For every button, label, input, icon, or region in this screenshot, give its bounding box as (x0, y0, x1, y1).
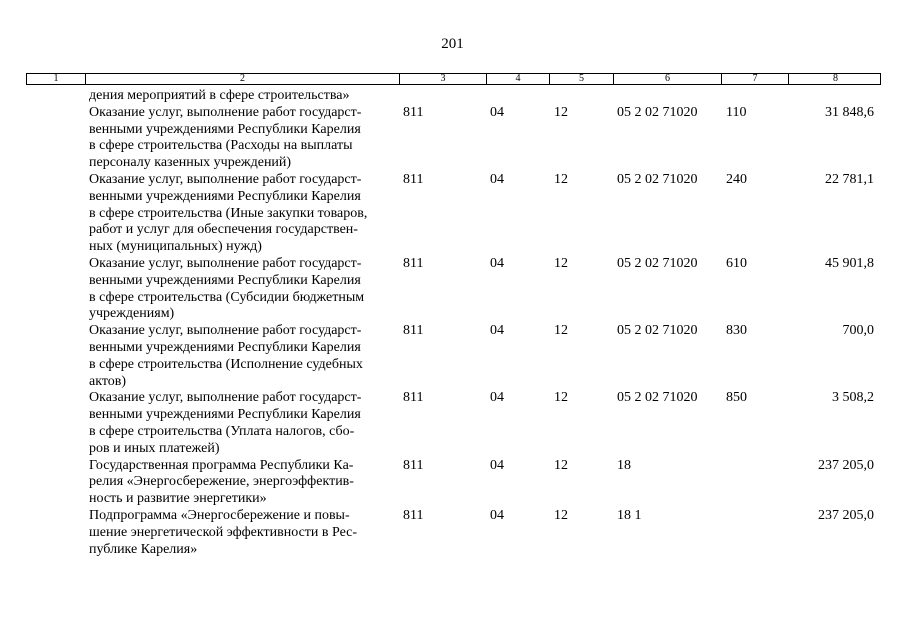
subsection-code-cell: 12 (554, 390, 568, 406)
expense-name-cell: Государственная программа Республики Ка- релия «Энергосбережение, энергоэффектив- ность и развитие энергетики» (89, 457, 354, 507)
admin-code-cell: 811 (403, 255, 424, 271)
column-number: 4 (486, 74, 549, 84)
table-row (26, 323, 881, 390)
row-number-cell (26, 508, 84, 558)
expense-type-cell: 610 (726, 255, 747, 271)
expense-type-cell: 830 (726, 323, 747, 339)
amount-cell: 700,0 (842, 323, 874, 339)
expense-name-cell: Оказание услуг, выполнение работ государст- венными учреждениями Республики Карелия в сфере строительства (Субсидии бюджетным учреждениям) (89, 255, 365, 322)
amount-cell: 31 848,6 (825, 104, 874, 120)
section-code-cell: 04 (490, 507, 504, 523)
budget-table (26, 88, 881, 558)
admin-code-cell: 811 (403, 390, 424, 406)
subsection-code-cell: 12 (554, 171, 568, 187)
amount-cell: 45 901,8 (825, 255, 874, 271)
subsection-code-cell: 12 (554, 323, 568, 339)
target-article-cell (612, 88, 720, 105)
row-number-cell (26, 256, 84, 323)
expense-type-cell (720, 508, 787, 558)
column-number: 6 (613, 74, 721, 84)
target-article-cell: 18 1 (617, 507, 642, 523)
section-code-cell: 04 (490, 323, 504, 339)
row-number-cell (26, 323, 84, 390)
section-code-cell: 04 (490, 390, 504, 406)
row-number-cell (26, 390, 84, 457)
expense-type-cell: 110 (726, 104, 747, 120)
subsection-code-cell: 12 (554, 507, 568, 523)
subsection-code-cell: 12 (554, 457, 568, 473)
expense-name-cell: Оказание услуг, выполнение работ государст- венными учреждениями Республики Карелия в сфере строительства (Исполнение судебных актов) (89, 323, 363, 389)
amount-cell: 22 781,1 (825, 171, 874, 187)
row-number-cell (26, 172, 84, 256)
target-article-cell: 05 2 02 71020 (617, 255, 698, 271)
column-number: 7 (721, 74, 788, 84)
amount-cell (787, 88, 881, 105)
subsection-code-cell: 12 (554, 104, 568, 120)
expense-name-cell: Подпрограмма «Энергосбережение и повы- шение энергетической эффективности в Рес- публике Карелия» (89, 507, 358, 557)
amount-cell: 3 508,2 (832, 390, 874, 406)
table-row (26, 172, 881, 256)
expense-name-cell: Оказание услуг, выполнение работ государст- венными учреждениями Республики Карелия в сфере строительства (Уплата налогов, сбо- ров и иных платежей) (89, 390, 362, 456)
expense-type-cell: 850 (726, 390, 747, 406)
page-number: 201 (441, 36, 464, 52)
admin-code-cell: 811 (403, 323, 424, 339)
column-number: 2 (85, 74, 399, 84)
column-number: 5 (549, 74, 613, 84)
expense-name-cell: дения мероприятий в сфере строительства» (89, 88, 350, 103)
table-row (26, 88, 881, 105)
target-article-cell: 18 (617, 457, 631, 473)
section-code-cell: 04 (490, 255, 504, 271)
table-row (26, 105, 881, 172)
row-number-cell (26, 88, 84, 105)
expense-type-cell (720, 88, 787, 105)
expense-name-cell: Оказание услуг, выполнение работ государст- венными учреждениями Республики Карелия в сфере строительства (Иные закупки товаров, работ и услуг для обеспечения государствен- ных (муниципальных) нужд) (89, 171, 368, 255)
column-number: 8 (788, 74, 882, 84)
table-row (26, 390, 881, 457)
amount-cell: 237 205,0 (818, 457, 874, 473)
row-number-cell (26, 458, 84, 508)
column-number: 3 (399, 74, 486, 84)
row-number-cell (26, 105, 84, 172)
section-code-cell: 04 (490, 171, 504, 187)
table-row (26, 458, 881, 508)
target-article-cell: 05 2 02 71020 (617, 323, 698, 339)
subsection-code-cell (548, 88, 612, 105)
expense-type-cell (720, 458, 787, 508)
target-article-cell: 05 2 02 71020 (617, 171, 698, 187)
section-code-cell: 04 (490, 104, 504, 120)
admin-code-cell: 811 (403, 171, 424, 187)
admin-code-cell: 811 (403, 507, 424, 523)
expense-type-cell: 240 (726, 171, 747, 187)
amount-cell: 237 205,0 (818, 507, 874, 523)
section-code-cell (485, 88, 548, 105)
admin-code-cell (398, 88, 485, 105)
table-column-numbers (26, 73, 881, 85)
admin-code-cell: 811 (403, 104, 424, 120)
column-number: 1 (53, 73, 59, 84)
admin-code-cell: 811 (403, 457, 424, 473)
section-code-cell: 04 (490, 457, 504, 473)
expense-name-cell: Оказание услуг, выполнение работ государст- венными учреждениями Республики Карелия в сфере строительства (Расходы на выплаты персоналу казенных учреждений) (89, 104, 362, 171)
target-article-cell: 05 2 02 71020 (617, 390, 698, 406)
table-row (26, 508, 881, 558)
subsection-code-cell: 12 (554, 255, 568, 271)
target-article-cell: 05 2 02 71020 (617, 104, 698, 120)
table-row (26, 256, 881, 323)
